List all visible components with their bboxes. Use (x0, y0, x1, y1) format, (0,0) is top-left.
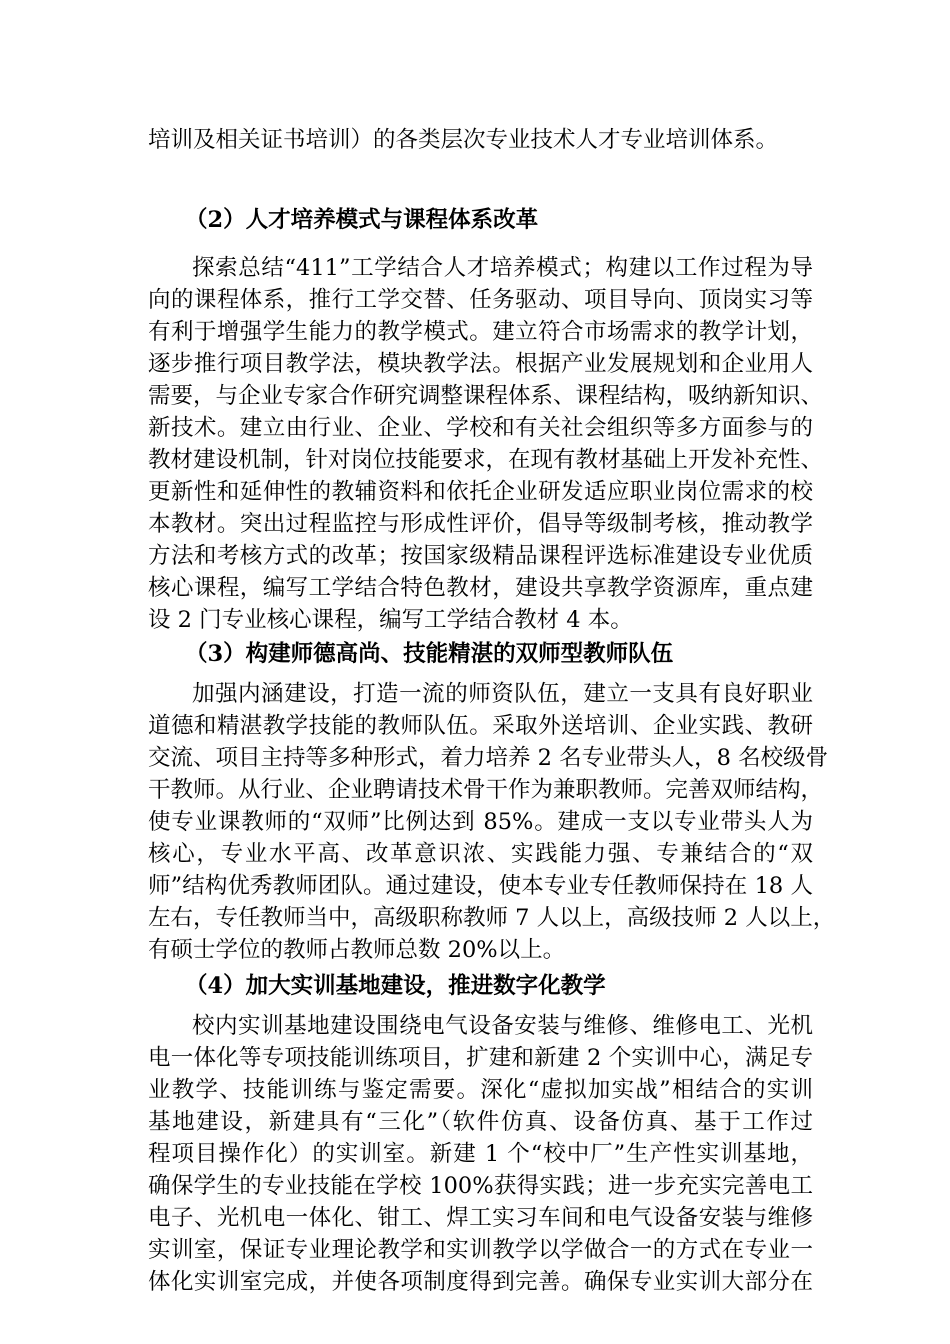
paragraph-line: 电子、光机电一体化、钳工、焊工实习车间和电气设备安装与维修 (148, 1205, 813, 1231)
paragraph-line: 使专业课教师的“双师”比例达到 85%。建成一支以专业带头人为 (148, 809, 813, 835)
paragraph-line: 左右，专任教师当中，高级职称教师 7 人以上，高级技师 2 人以上， (148, 905, 836, 931)
paragraph-line: 业教学、技能训练与鉴定需要。深化“虚拟加实战”相结合的实训 (148, 1077, 813, 1103)
section-heading-3: （3）构建师德高尚、技能精湛的双师型教师队伍 (185, 641, 674, 667)
paragraph-line: 加强内涵建设，打造一流的师资队伍，建立一支具有良好职业 (192, 681, 813, 707)
paragraph-line: 电一体化等专项技能训练项目，扩建和新建 2 个实训中心，满足专 (148, 1045, 813, 1071)
paragraph-line: 程项目操作化）的实训室。新建 1 个“校中厂”生产性实训基地， (148, 1141, 813, 1167)
paragraph-line: 师”结构优秀教师团队。通过建设，使本专业专任教师保持在 18 人 (148, 873, 813, 899)
paragraph-line: 体化实训室完成，并使各项制度得到完善。确保专业实训大部分在 (148, 1269, 813, 1295)
paragraph-line: 干教师。从行业、企业聘请技术骨干作为兼职教师。完善双师结构， (148, 777, 824, 803)
paragraph-line: 新技术。建立由行业、企业、学校和有关社会组织等多方面参与的 (148, 415, 813, 441)
paragraph-line: 道德和精湛教学技能的教师队伍。采取外送培训、企业实践、教研 (148, 713, 813, 739)
paragraph-line: 确保学生的专业技能在学校 100%获得实践；进一步充实完善电工 (148, 1173, 813, 1199)
paragraph-line: 向的课程体系，推行工学交替、任务驱动、项目导向、顶岗实习等 (148, 287, 813, 313)
paragraph-line: 方法和考核方式的改革；按国家级精品课程评选标准建设专业优质 (148, 543, 813, 569)
paragraph-line: 教材建设机制，针对岗位技能要求，在现有教材基础上开发补充性、 (148, 447, 824, 473)
section-heading-4: （4）加大实训基地建设，推进数字化教学 (185, 973, 606, 999)
paragraph-line: 核心课程，编写工学结合特色教材，建设共享教学资源库，重点建 (148, 575, 813, 601)
paragraph-line: 设 2 门专业核心课程，编写工学结合教材 4 本。 (148, 607, 633, 633)
paragraph-line: 本教材。突出过程监控与形成性评价，倡导等级制考核，推动教学 (148, 511, 813, 537)
intro-line: 培训及相关证书培训）的各类层次专业技术人才专业培训体系。 (148, 127, 779, 153)
paragraph-line: 校内实训基地建设围绕电气设备安装与维修、维修电工、光机 (192, 1013, 813, 1039)
paragraph-line: 更新性和延伸性的教辅资料和依托企业研发适应职业岗位需求的校 (148, 479, 813, 505)
paragraph-line: 核心，专业水平高、改革意识浓、实践能力强、专兼结合的“双 (148, 841, 813, 867)
paragraph-line: 有硕士学位的教师占教师总数 20%以上。 (148, 937, 566, 963)
paragraph-line: 需要，与企业专家合作研究调整课程体系、课程结构，吸纳新知识、 (148, 383, 824, 409)
paragraph-line: 有利于增强学生能力的教学模式。建立符合市场需求的教学计划， (148, 319, 813, 345)
paragraph-line: 逐步推行项目教学法，模块教学法。根据产业发展规划和企业用人 (148, 351, 813, 377)
paragraph-line: 基地建设，新建具有“三化”（软件仿真、设备仿真、基于工作过 (148, 1109, 813, 1135)
paragraph-line: 交流、项目主持等多种形式，着力培养 2 名专业带头人，8 名校级骨 (148, 745, 829, 771)
paragraph-line: 探索总结“411”工学结合人才培养模式；构建以工作过程为导 (192, 255, 813, 281)
section-heading-2: （2）人才培养模式与课程体系改革 (185, 207, 539, 233)
paragraph-line: 实训室，保证专业理论教学和实训教学以学做合一的方式在专业一 (148, 1237, 813, 1263)
